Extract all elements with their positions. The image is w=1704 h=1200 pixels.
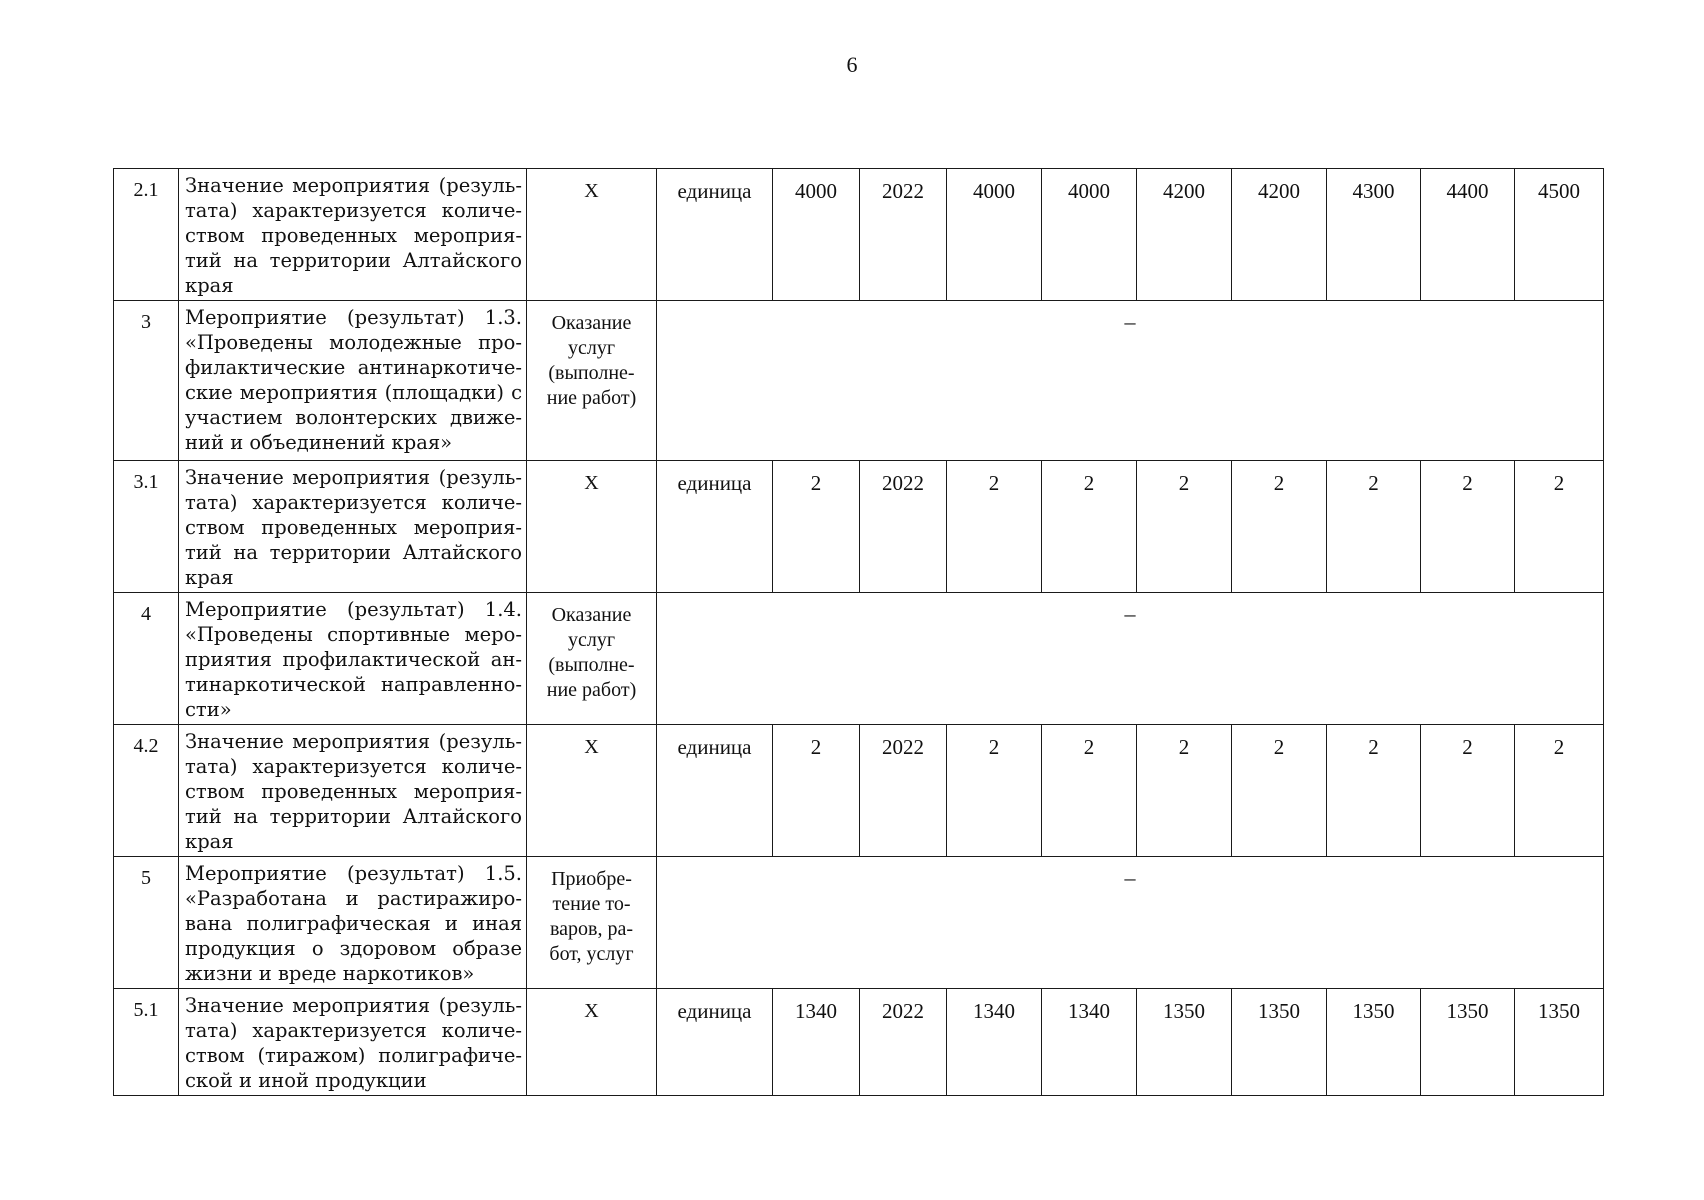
row-name xyxy=(179,593,527,725)
row-name-line: Мероприятие (результат) 1.5. xyxy=(185,862,522,885)
row-name-line: ской и иной продукции xyxy=(185,1069,427,1092)
value-cell: 2 xyxy=(1515,725,1604,857)
row-name-line: Значение мероприятия (резуль- xyxy=(185,730,522,753)
row-name-line: тата) характеризуется количе- xyxy=(185,491,522,514)
row-name-line: тата) характеризуется количе- xyxy=(185,1019,522,1042)
base-year-cell: 2022 xyxy=(860,989,947,1096)
row-name-line: края xyxy=(185,830,234,853)
row-kind-line: ние работ) xyxy=(546,387,637,409)
row-name-line: края xyxy=(185,566,234,589)
value-cell: 4300 xyxy=(1327,169,1421,301)
value-cell: 2 xyxy=(1421,725,1515,857)
row-kind-line: Оказание xyxy=(551,312,632,334)
row-name-line: Значение мероприятия (резуль- xyxy=(185,174,522,197)
row-kind-line: тение то- xyxy=(552,893,631,915)
row-name-line: Мероприятие (результат) 1.4. xyxy=(185,598,522,621)
value-cell: 2 xyxy=(1421,461,1515,593)
empty-values-dash: – xyxy=(657,301,1604,461)
row-kind-line: варов, ра- xyxy=(549,918,634,940)
value-cell: 2 xyxy=(1327,461,1421,593)
row-kind-line: услуг xyxy=(567,337,616,359)
value-cell: 1350 xyxy=(1515,989,1604,1096)
row-kind: X xyxy=(527,169,657,301)
row-name-line: «Разработана и растиражиро- xyxy=(185,887,522,910)
unit-cell: единица xyxy=(657,461,773,593)
row-name-line: жизни и вреде наркотиков» xyxy=(185,962,475,985)
value-cell: 2 xyxy=(1042,725,1137,857)
empty-values-dash: – xyxy=(657,857,1604,989)
row-kind-line: ние работ) xyxy=(546,679,637,701)
row-kind xyxy=(527,857,657,989)
base-year-cell: 2022 xyxy=(860,461,947,593)
row-name-line: приятия профилактической ан- xyxy=(185,648,522,671)
value-cell: 1350 xyxy=(1421,989,1515,1096)
value-cell: 4200 xyxy=(1137,169,1232,301)
value-cell: 4500 xyxy=(1515,169,1604,301)
row-kind-line: бот, услуг xyxy=(549,943,634,965)
row-kind: X xyxy=(527,989,657,1096)
empty-values-dash: – xyxy=(657,593,1604,725)
indicator-row xyxy=(114,461,1604,593)
value-cell: 2 xyxy=(947,461,1042,593)
row-kind-line: (выполне- xyxy=(548,362,635,384)
value-cell: 1350 xyxy=(1327,989,1421,1096)
row-kind xyxy=(527,593,657,725)
value-cell: 2 xyxy=(1232,461,1327,593)
row-number: 3 xyxy=(114,301,179,461)
row-number: 4 xyxy=(114,593,179,725)
unit-cell: единица xyxy=(657,989,773,1096)
row-name-line: «Проведены спортивные меро- xyxy=(185,623,522,646)
value-cell: 2 xyxy=(773,725,860,857)
row-name xyxy=(179,989,527,1096)
row-number: 5.1 xyxy=(114,989,179,1096)
value-cell: 1340 xyxy=(947,989,1042,1096)
value-cell: 4400 xyxy=(1421,169,1515,301)
row-kind-line: (выполне- xyxy=(548,654,635,676)
results-table xyxy=(113,168,1604,1096)
indicator-row xyxy=(114,725,1604,857)
row-name-line: участием волонтерских движе- xyxy=(185,406,522,429)
value-cell: 4000 xyxy=(947,169,1042,301)
value-cell: 2 xyxy=(1137,461,1232,593)
row-number: 4.2 xyxy=(114,725,179,857)
row-kind: X xyxy=(527,725,657,857)
event-row xyxy=(114,857,1604,989)
value-cell: 2 xyxy=(1137,725,1232,857)
row-name-line: ством проведенных мероприя- xyxy=(185,224,522,247)
row-name-line: Значение мероприятия (резуль- xyxy=(185,466,522,489)
value-cell: 1350 xyxy=(1137,989,1232,1096)
indicator-row xyxy=(114,169,1604,301)
value-cell: 2 xyxy=(947,725,1042,857)
row-kind-line: Приобре- xyxy=(551,868,632,890)
row-name-line: тинаркотической направленно- xyxy=(185,673,522,696)
base-year-cell: 2022 xyxy=(860,169,947,301)
event-row xyxy=(114,593,1604,725)
row-name xyxy=(179,725,527,857)
value-cell: 4200 xyxy=(1232,169,1327,301)
row-name-line: Значение мероприятия (резуль- xyxy=(185,994,522,1017)
row-name-line: «Проведены молодежные про- xyxy=(185,331,522,354)
row-name-line: края xyxy=(185,274,234,297)
row-name-line: филактические антинаркотиче- xyxy=(185,356,522,379)
value-cell: 1340 xyxy=(1042,989,1137,1096)
value-cell: 2 xyxy=(1042,461,1137,593)
row-name-line: сти» xyxy=(185,698,232,721)
row-name-line: тий на территории Алтайского xyxy=(185,805,522,828)
row-name-line: ством проведенных мероприя- xyxy=(185,780,522,803)
row-name-line: тата) характеризуется количе- xyxy=(185,755,522,778)
unit-cell: единица xyxy=(657,169,773,301)
base-year-cell: 2022 xyxy=(860,725,947,857)
row-name xyxy=(179,301,527,461)
row-number: 2.1 xyxy=(114,169,179,301)
row-name xyxy=(179,169,527,301)
row-kind-line: Оказание xyxy=(551,604,632,626)
value-cell: 1340 xyxy=(773,989,860,1096)
row-name xyxy=(179,857,527,989)
row-name-line: тий на территории Алтайского xyxy=(185,541,522,564)
row-name xyxy=(179,461,527,593)
value-cell: 2 xyxy=(1515,461,1604,593)
page-number: 6 xyxy=(846,52,858,77)
value-cell: 2 xyxy=(1232,725,1327,857)
row-number: 5 xyxy=(114,857,179,989)
value-cell: 4000 xyxy=(1042,169,1137,301)
row-kind-line: услуг xyxy=(567,629,616,651)
value-cell: 4000 xyxy=(773,169,860,301)
event-row xyxy=(114,301,1604,461)
row-kind: X xyxy=(527,461,657,593)
row-number: 3.1 xyxy=(114,461,179,593)
row-kind xyxy=(527,301,657,461)
row-name-line: тата) характеризуется количе- xyxy=(185,199,522,222)
row-name-line: вана полиграфическая и иная xyxy=(185,912,522,935)
unit-cell: единица xyxy=(657,725,773,857)
row-name-line: тий на территории Алтайского xyxy=(185,249,522,272)
row-name-line: продукция о здоровом образе xyxy=(185,937,522,960)
row-name-line: ством (тиражом) полиграфиче- xyxy=(185,1044,522,1067)
value-cell: 1350 xyxy=(1232,989,1327,1096)
row-name-line: ством проведенных мероприя- xyxy=(185,516,522,539)
row-name-line: ний и объединений края» xyxy=(185,431,453,454)
indicator-row xyxy=(114,989,1604,1096)
row-name-line: Мероприятие (результат) 1.3. xyxy=(185,306,522,329)
value-cell: 2 xyxy=(773,461,860,593)
row-name-line: ские мероприятия (площадки) с xyxy=(185,381,522,404)
value-cell: 2 xyxy=(1327,725,1421,857)
